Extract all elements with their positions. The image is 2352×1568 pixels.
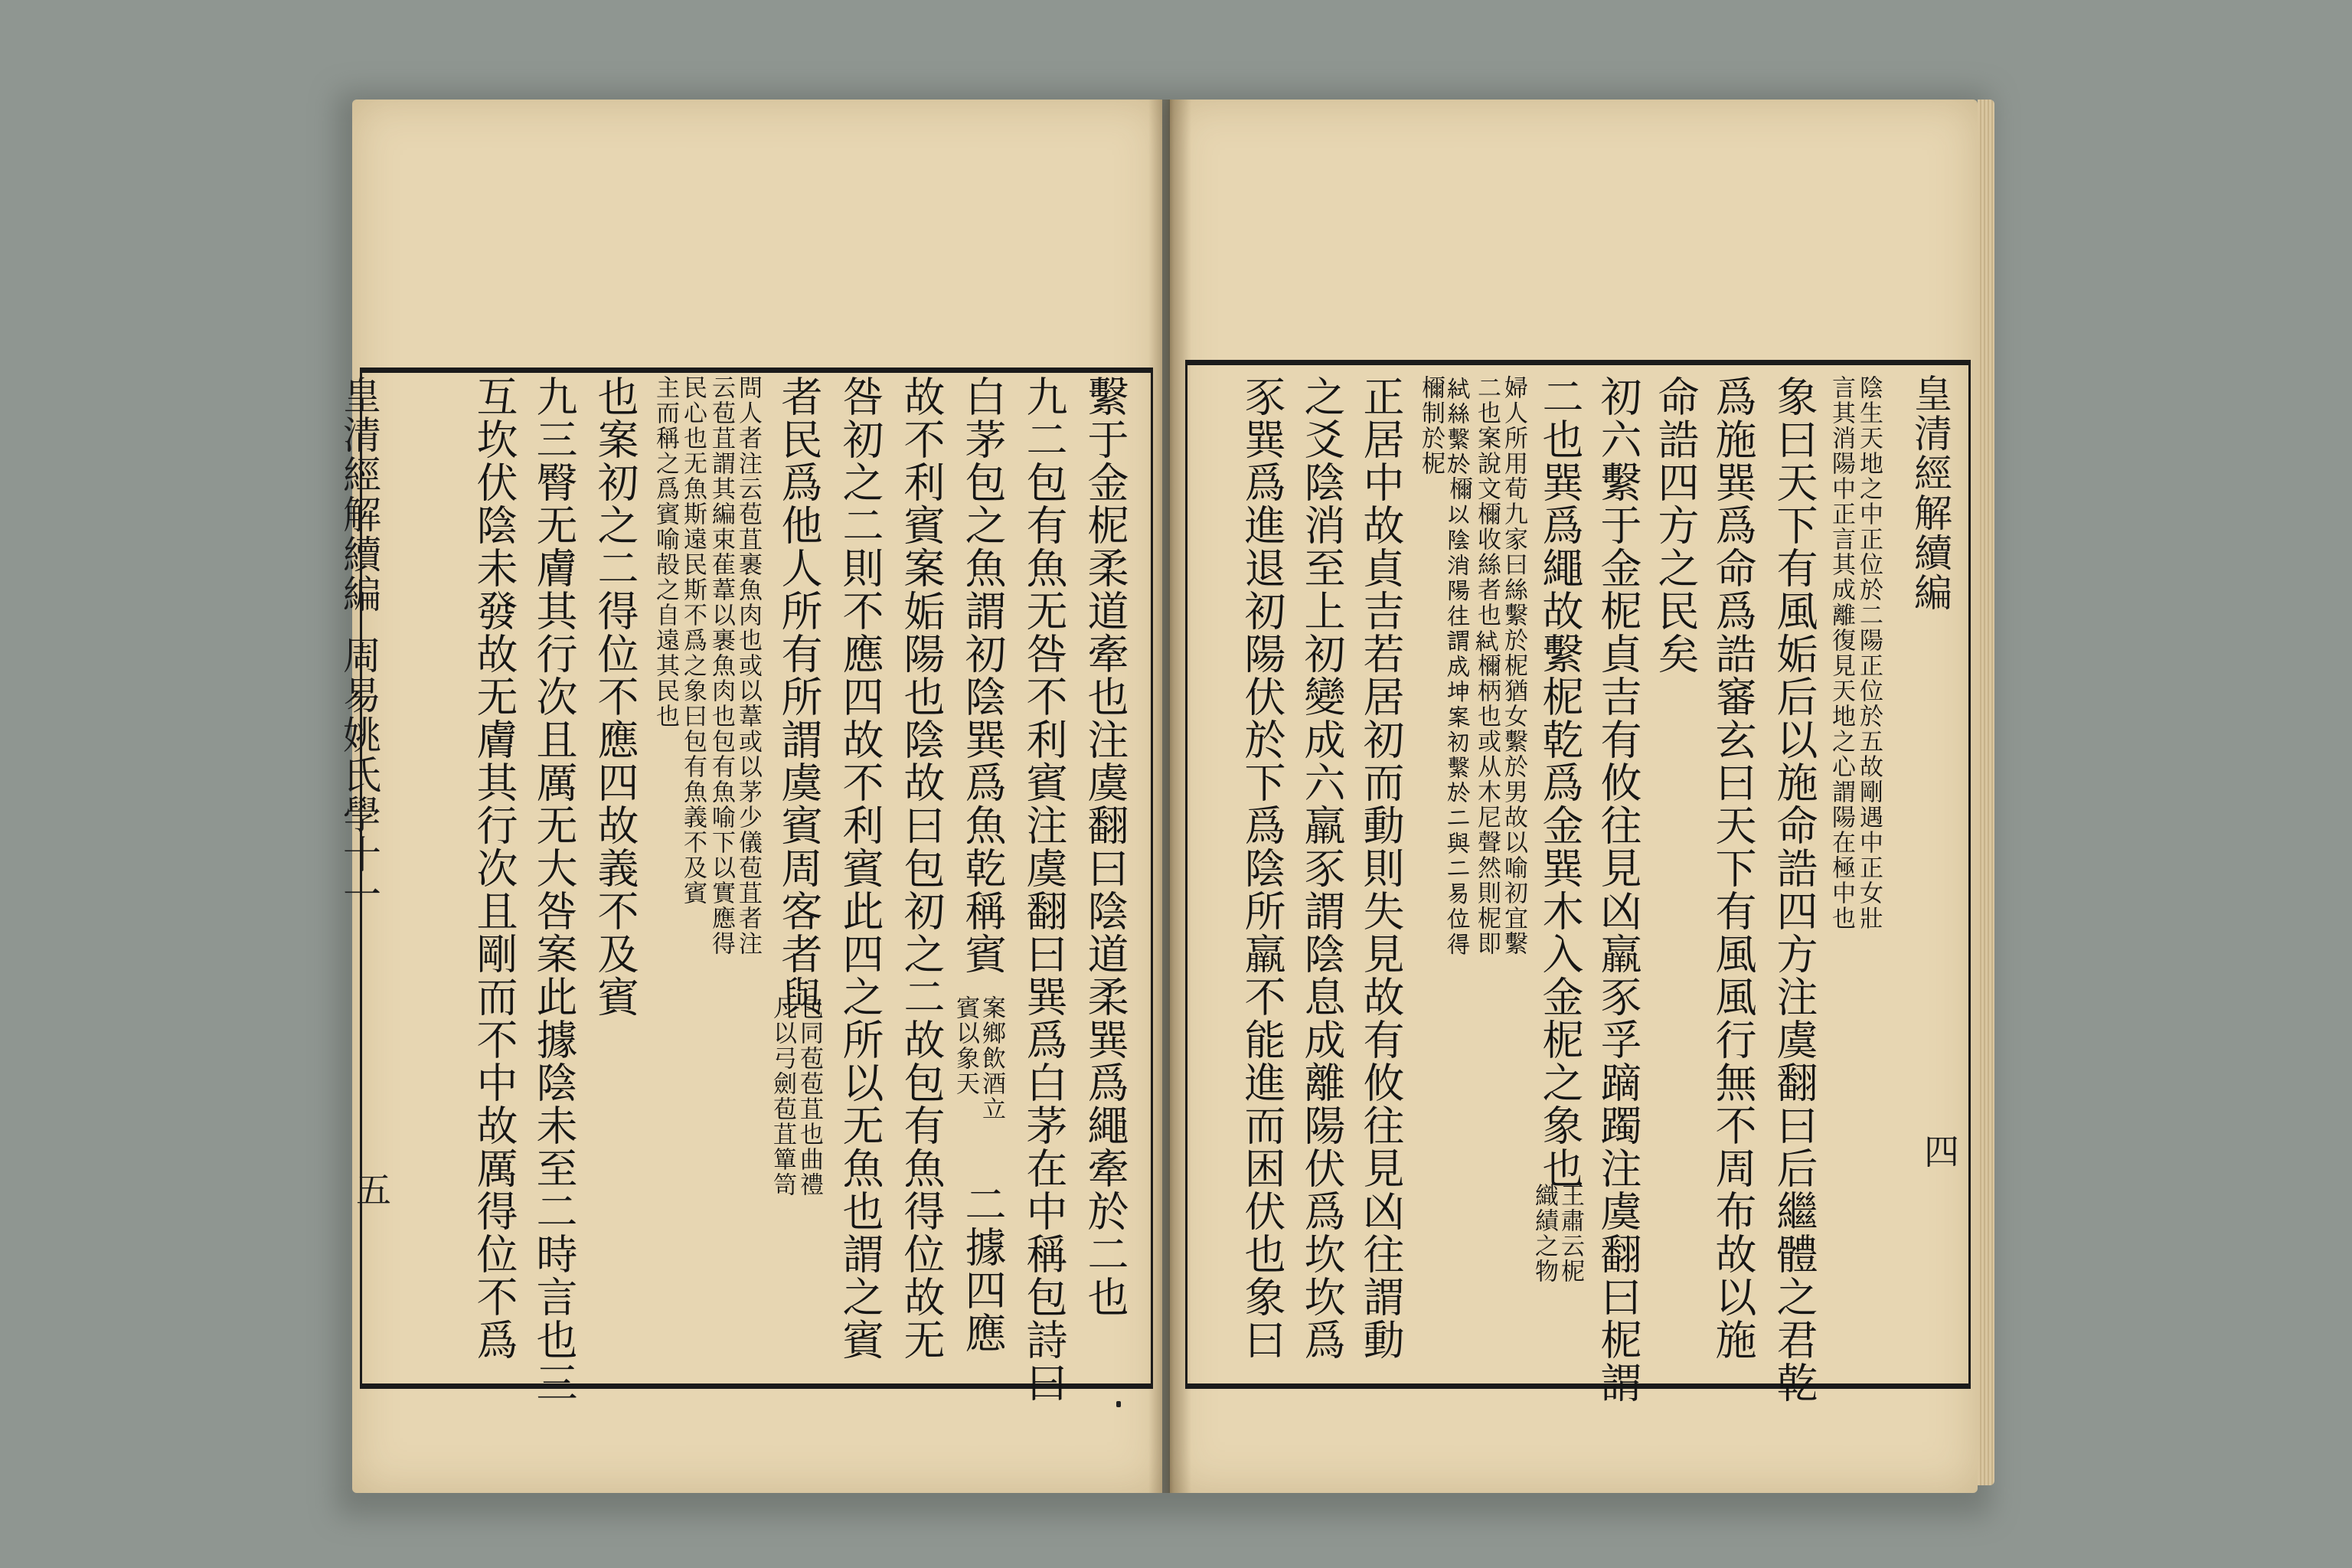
right-col-6b: 二也案說文檷收絲者也𥿮檷柄也或从木尼聲然則柅即 bbox=[1473, 375, 1501, 956]
right-col-0b: 言其消陽中正言其成離復見天地之心謂陽在極中也 bbox=[1828, 375, 1855, 931]
left-col-4: 咎初之二則不應四故不利賓此四之所以无魚也謂之賓 bbox=[836, 375, 884, 1361]
left-col-6b: 云苞苴謂其編束萑葦以裹魚肉也包有魚喻下以實應得 bbox=[707, 375, 735, 956]
left-col-5-main: 者民爲他人所有所謂虞賓周客者與 bbox=[775, 375, 823, 1018]
left-col-5-note-a: 包同苞苞苴也曲禮 bbox=[795, 995, 823, 1197]
right-col-0a: 陰生天地之中正位於二陽正位於五故剛遇中正女壯 bbox=[1855, 375, 1883, 931]
right-col-10: 豕巽爲進退初陽伏於下爲陰所羸不能進而困伏也象曰 bbox=[1238, 375, 1286, 1361]
right-col-2: 爲施巽爲命爲誥䆺玄曰天下有風風行無不周布故以施 bbox=[1709, 375, 1757, 1361]
left-col-9: 九三臀无膚其行次且厲无大咎案此據陰未至二時言也三 bbox=[530, 375, 578, 1404]
left-col-7a: 民心也无魚斯遠民斯不爲之象曰包有魚義不及賓 bbox=[679, 375, 707, 906]
left-margin-subtitle: 周易姚氏學十一 bbox=[337, 635, 381, 914]
left-col-2-note-a: 案鄉飲酒立 bbox=[978, 995, 1005, 1122]
page-edges bbox=[1978, 100, 1994, 1485]
right-col-1: 象曰天下有風姤后以施命誥四方注虞翻曰后繼體之君乾 bbox=[1770, 375, 1818, 1404]
right-col-3: 命誥四方之民矣 bbox=[1651, 375, 1700, 675]
left-col-2-tail: 二據四應 bbox=[959, 1183, 1007, 1354]
left-col-0: 繫于金柅柔道牽也注虞翻曰陰道柔巽爲繩牽於二也 bbox=[1081, 375, 1129, 1318]
left-margin-title: 皇清經解續編 bbox=[337, 375, 381, 614]
left-col-7b: 主而稱之爲賓喻㱿之自遠其民也 bbox=[652, 375, 679, 729]
left-page-number: 五 bbox=[351, 1171, 392, 1208]
left-col-8: 也案初之二得位不應四故義不及賓 bbox=[591, 375, 639, 1018]
right-col-5-note-a: 王肅云柅 bbox=[1557, 1183, 1584, 1284]
right-margin-title: 皇清經解續編 bbox=[1908, 374, 1952, 612]
right-col-6a: 婦人所用荀九家曰絲繫於柅猶女繫於男故以喻初宜繫 bbox=[1500, 375, 1527, 956]
right-col-8: 正居中故貞吉若居初而動則失見故有攸往見凶往謂動 bbox=[1357, 375, 1405, 1361]
left-col-6a: 問人者注云苞苴裹魚肉也或以葦或以茅少儀苞苴者注 bbox=[734, 375, 762, 956]
right-col-5-note-b: 織績之物 bbox=[1530, 1183, 1558, 1284]
ink-speck bbox=[1116, 1401, 1121, 1407]
left-col-2-note-b: 賓以象天 bbox=[952, 995, 979, 1096]
left-col-2-main: 白茅包之魚謂初陰巽爲魚乾稱賓 bbox=[959, 375, 1007, 975]
right-col-7b: 檷制於柅 bbox=[1417, 375, 1445, 476]
right-col-9: 之爻陰消至上初變成六羸豕謂陰息成離陽伏爲坎坎爲 bbox=[1298, 375, 1346, 1361]
right-page-number: 四 bbox=[1919, 1133, 1960, 1170]
left-col-5-note-b: 凡以弓劍苞苴簞笥 bbox=[769, 995, 796, 1197]
right-col-4: 初六繫于金柅貞吉有攸往見凶羸豕孚蹢躅注虞翻曰柅謂 bbox=[1594, 375, 1642, 1404]
left-col-1: 九二包有魚无咎不利賓注虞翻曰巽爲白茅在中稱包詩曰 bbox=[1020, 375, 1068, 1404]
left-col-10: 互坎伏陰未發故无膚其行次且剛而不中故厲得位不爲 bbox=[470, 375, 518, 1361]
right-col-7a: 𥿮絲繫於檷以陰消陽往謂成坤案初繫於二與二易位得 bbox=[1445, 375, 1472, 956]
left-col-3: 故不利賓案姤陽也陰故曰包初之二故包有魚得位故无 bbox=[897, 375, 946, 1361]
right-col-5-main: 二也巽爲繩故繫柅乾爲金巽木入金柅之象也 bbox=[1536, 375, 1584, 1190]
